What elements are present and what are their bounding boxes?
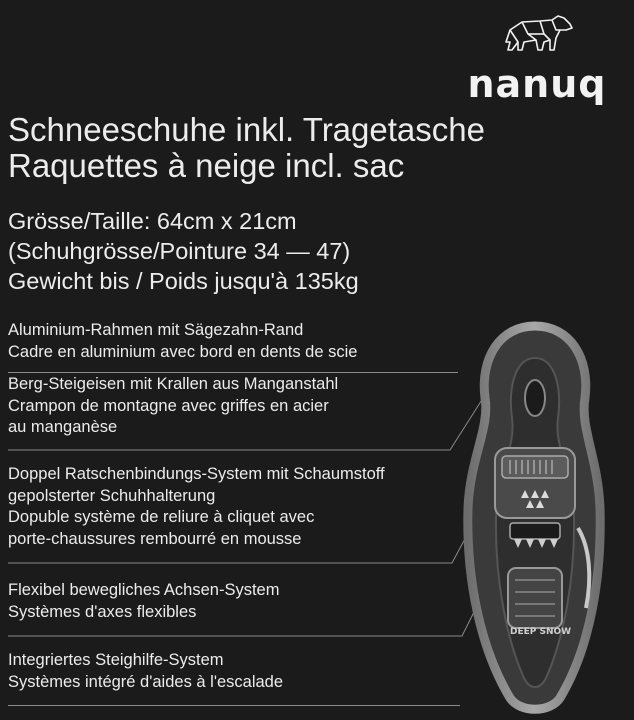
feature-line: Doppel Ratschenbindungs-System mit Schaumstoff	[8, 465, 385, 483]
feature-line: Flexibel bewegliches Achsen-System	[8, 581, 280, 599]
feature-line: Cadre en aluminium avec bord en dents de scie	[8, 342, 358, 361]
spec-shoe-size: (Schuhgrösse/Pointure 34 — 47)	[8, 238, 351, 264]
feature-line: gepolsterter Schuhhalterung	[8, 486, 216, 505]
snowshoe-image	[440, 318, 630, 720]
product-image-label: DEEP SNOW	[510, 627, 572, 637]
spec-weight: Gewicht bis / Poids jusqu'à 135kg	[8, 268, 359, 294]
brand-name: nanuq	[467, 62, 607, 106]
feature-frame	[8, 320, 357, 363]
divider	[8, 372, 458, 373]
divider	[8, 705, 460, 706]
feature-line: Systèmes intégré d'aides à l'escalade	[8, 672, 284, 691]
spec-size: Grösse/Taille: 64cm x 21cm	[8, 208, 297, 234]
feature-line: Dopuble système de reliure à cliquet avec	[8, 508, 315, 526]
title-line-fr: Raquettes à neige incl. sac	[8, 147, 405, 184]
feature-climbing	[8, 650, 283, 693]
title-line-de: Schneeschuhe inkl. Tragetasche	[8, 111, 485, 148]
feature-line: au manganèse	[8, 418, 118, 436]
feature-line: porte-chaussures rembourré en mousse	[8, 529, 302, 548]
feature-line: Crampon de montagne avec griffes en acier	[8, 396, 329, 415]
feature-binding	[8, 464, 385, 550]
feature-line: Berg-Steigeisen mit Krallen aus Manganstahl	[8, 375, 339, 393]
feature-line: Aluminium-Rahmen mit Sägezahn-Rand	[8, 321, 304, 339]
feature-line: Integriertes Steighilfe-System	[8, 651, 224, 669]
feature-crampon	[8, 374, 338, 439]
feature-line: Systèmes d'axes flexibles	[8, 602, 197, 621]
feature-axis	[8, 580, 279, 623]
